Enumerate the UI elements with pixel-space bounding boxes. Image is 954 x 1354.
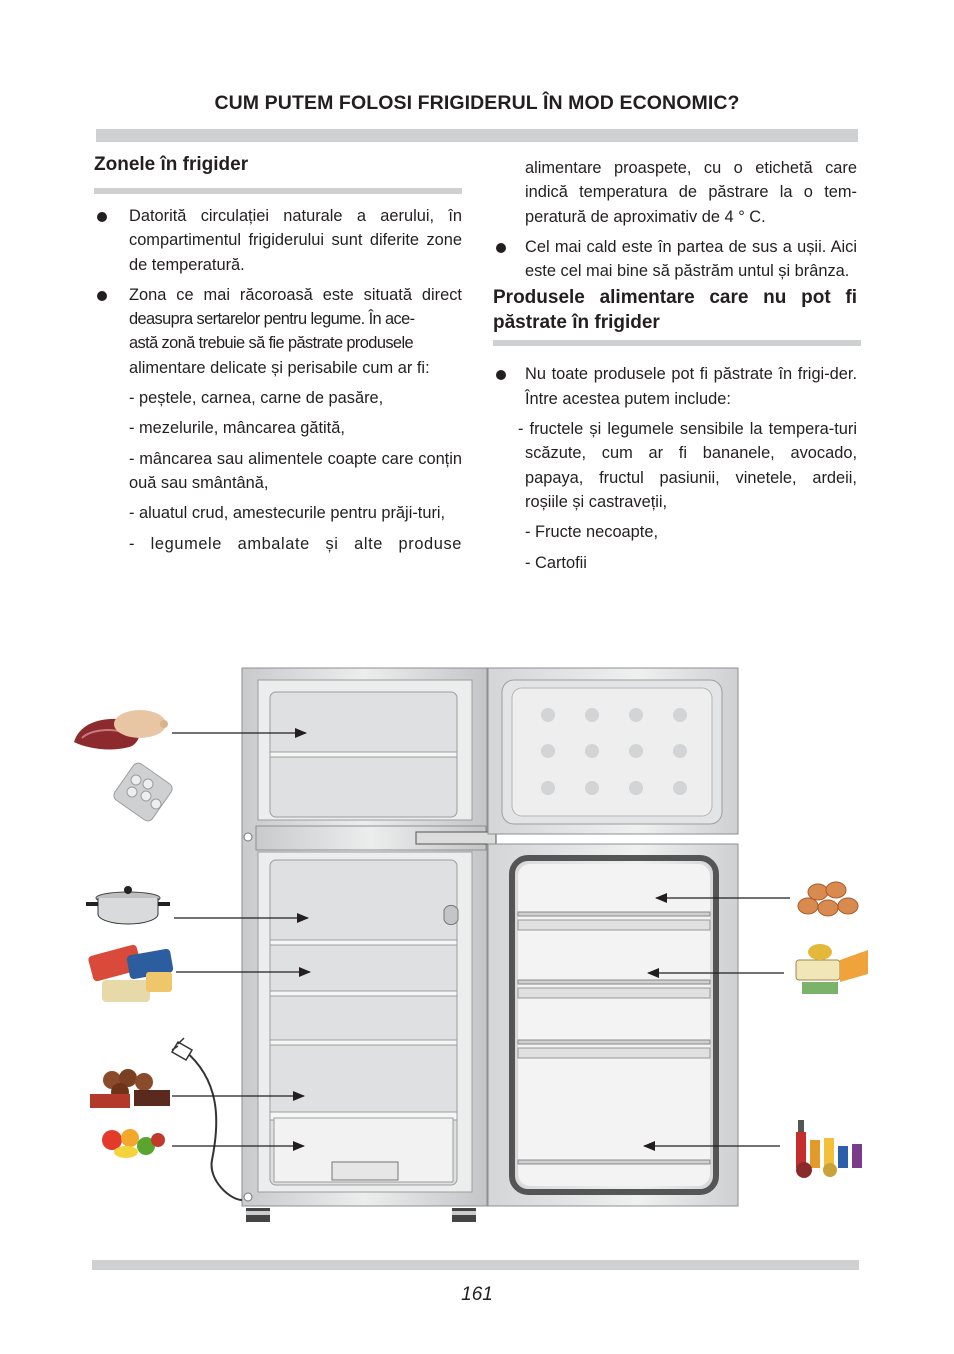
- right-column: [493, 156, 857, 575]
- power-cord: [172, 1038, 242, 1200]
- bullet-coolest-zone: [94, 283, 462, 380]
- list-item-fish-meat: - peștele, carnea, carne de pasăre,: [129, 389, 384, 408]
- coolest-zone-line-3: astă zonă trebuie să fie păstrate produsele: [129, 334, 413, 353]
- packed-food-icon: [87, 944, 173, 1002]
- not-stored-heading: Produsele alimentare care nu pot fi păstrate în frigider: [493, 287, 857, 334]
- fruits-vegetables-icon: [102, 1129, 165, 1158]
- list-item-sensitive-fruits: - fructele și legumele sensibile la tempera-turi scăzute, cum ar fi bananele, avocado, papaya, fructul pasiunii, vinetele, ardeii, roșiile și castraveții,: [518, 420, 857, 511]
- bottles-jars-icon: [796, 1120, 862, 1178]
- butter-cheese-icon: [796, 944, 868, 994]
- cooking-pot-icon: [86, 886, 170, 924]
- page-number: 161: [461, 1284, 493, 1305]
- footer-rule: [92, 1260, 859, 1270]
- list-item-raw-dough: - aluatul crud, amestecurile pentru prăji-turi,: [129, 504, 446, 523]
- fridge-body: [242, 668, 496, 1222]
- coolest-zone-line-4: alimentare delicate și perisabile cum ar fi:: [129, 358, 430, 377]
- page-title: CUM PUTEM FOLOSI FRIGIDERUL ÎN MOD ECONOMIC?: [214, 92, 740, 114]
- zones-heading: Zonele în frigider: [94, 154, 249, 175]
- coolest-zone-line-2: deasupra sertarelor pentru legume. În ace-: [129, 310, 415, 329]
- left-column: [94, 152, 462, 556]
- coolest-zone-line-1: Zona ce mai răcoroasă este situată direct: [129, 285, 462, 304]
- not-stored-heading-rule: [493, 340, 861, 346]
- list-item-cold-cuts: - mezelurile, mâncarea gătită,: [129, 419, 345, 438]
- eggs-tray-icon: [112, 761, 175, 823]
- list-item-unripe-fruits: - Fructe necoapte,: [525, 523, 659, 542]
- freezer-door: [488, 668, 738, 834]
- title-rule: [96, 129, 858, 142]
- eggs-icon: [798, 882, 858, 916]
- bullet-not-all-products: Nu toate produsele pot fi păstrate în frigi-der. Între acestea putem include:: [493, 362, 857, 411]
- bullet-warmest-zone: Cel mai cald este în partea de sus a ușii. Aici este cel mai bine să păstrăm untul și brânza.: [493, 235, 857, 284]
- list-item-packed-vegetables: - legumele ambalate și alte produse: [129, 534, 462, 553]
- continued-text: alimentare proaspete, cu o etichetă care indică temperatura de păstrare la o tem-peratură de aproximativ de 4 ° C.: [525, 159, 857, 226]
- fridge-illustration: [60, 660, 880, 1240]
- list-item-baked-goods: - mâncarea sau alimentele coapte care conțin ouă sau smântână,: [129, 449, 462, 492]
- bullet-air-circulation: Datorită circulației naturale a aerului, în compartimentul frigiderului sunt diferite zone de temperatură.: [94, 204, 462, 277]
- zones-heading-rule: [94, 188, 462, 194]
- list-item-potatoes: - Cartofii: [525, 553, 587, 572]
- cold-cuts-icon: [90, 1069, 170, 1108]
- meat-poultry-icon: [74, 710, 168, 749]
